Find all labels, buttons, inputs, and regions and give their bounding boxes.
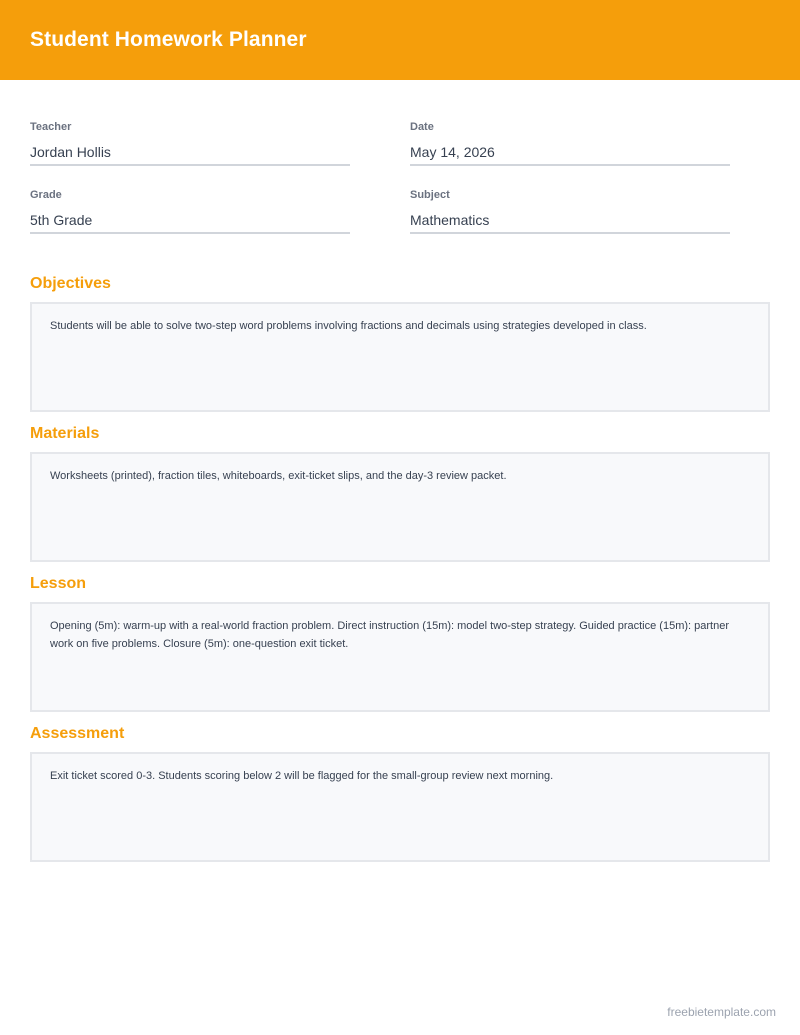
- footer-credit: freebietemplate.com: [667, 1005, 776, 1019]
- subject-field: [410, 186, 730, 234]
- materials-box[interactable]: Worksheets (printed), fraction tiles, whiteboards, exit-ticket slips, and the day-3 review packet.: [30, 452, 770, 562]
- page-title: Student Homework Planner: [30, 28, 307, 51]
- teacher-field: [30, 118, 350, 166]
- date-field: [410, 118, 730, 166]
- objectives-title: Objectives: [30, 275, 111, 292]
- materials-title: Materials: [30, 425, 100, 442]
- grade-field: [30, 186, 350, 234]
- objectives-section: [30, 274, 770, 412]
- grade-label: Grade: [30, 189, 62, 201]
- materials-section: [30, 424, 770, 562]
- lesson-section: [30, 574, 770, 712]
- lesson-title: Lesson: [30, 575, 87, 592]
- subject-label: Subject: [410, 189, 450, 201]
- teacher-label: Teacher: [30, 121, 72, 133]
- page-header: [0, 0, 800, 80]
- grade-value[interactable]: 5th Grade: [30, 208, 350, 234]
- subject-value[interactable]: Mathematics: [410, 208, 730, 234]
- assessment-title: Assessment: [30, 725, 125, 742]
- objectives-box[interactable]: Students will be able to solve two-step word problems involving fractions and decimals using strategies developed in class.: [30, 302, 770, 412]
- lesson-box[interactable]: Opening (5m): warm-up with a real-world fraction problem. Direct instruction (15m): model two-step strategy. Guided practice (15m): partner work on five problems. Closure (5m): one-question exit ticket.: [30, 602, 770, 712]
- assessment-section: [30, 724, 770, 862]
- info-fields: [30, 118, 730, 234]
- teacher-value[interactable]: Jordan Hollis: [30, 140, 350, 166]
- assessment-box[interactable]: Exit ticket scored 0-3. Students scoring below 2 will be flagged for the small-group review next morning.: [30, 752, 770, 862]
- date-label: Date: [410, 121, 434, 133]
- date-value[interactable]: May 14, 2026: [410, 140, 730, 166]
